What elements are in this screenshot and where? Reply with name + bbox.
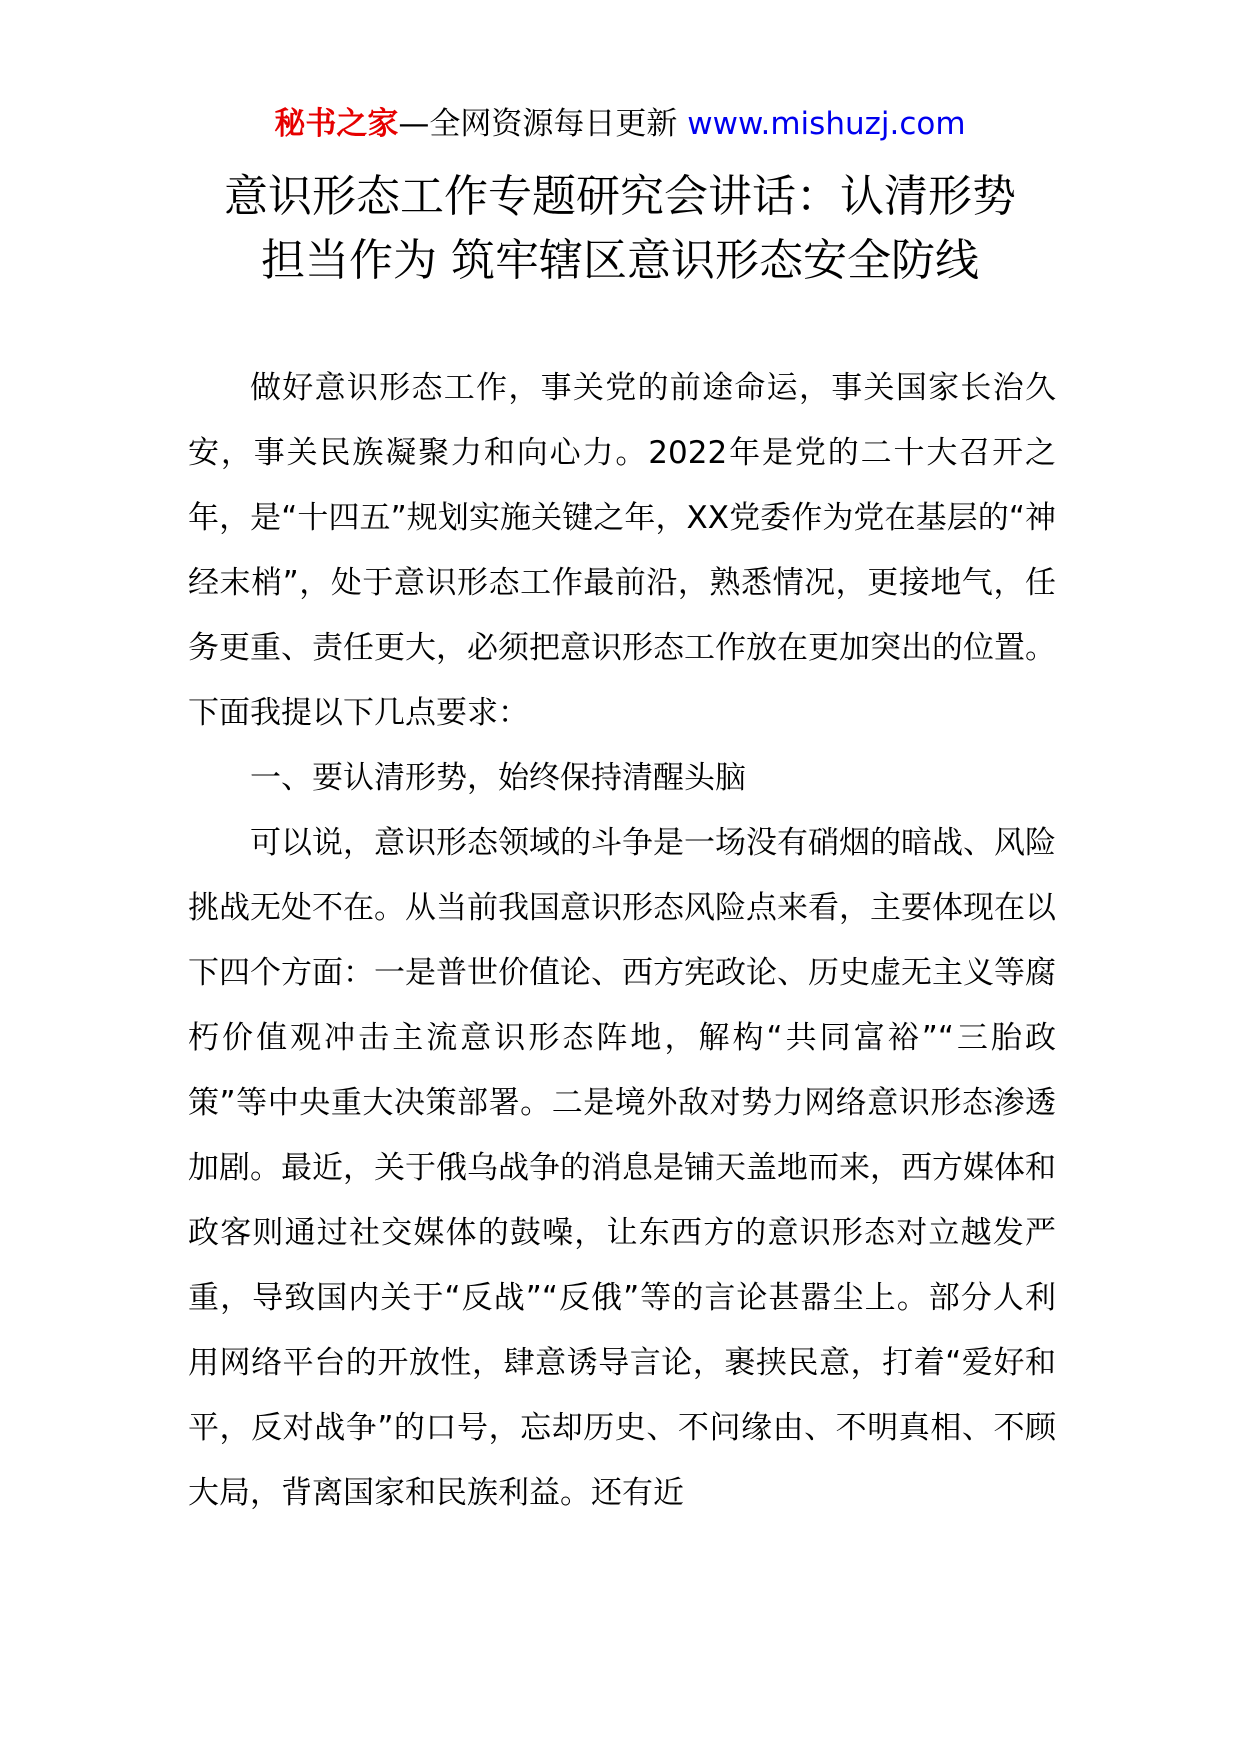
brand-name: 秘书之家 — [274, 106, 399, 142]
document-title-line-1: 意识形态工作专题研究会讲话：认清形势 — [224, 171, 1016, 222]
intro-paragraph: 做好意识形态工作，事关党的前途命运，事关国家长治久安，事关民族凝聚力和向心力。2022年是党的二十大召开之年，是“十四五”规划实施关键之年，XX党委作为党在基层的“神经末梢”，处于意识形态工作最前沿，熟悉情况，更接地气，任务更重、责任更大，必须把意识形态工作放在更加突出的位置。下面我提以下几点要求： — [188, 370, 1056, 731]
body-paragraph-2: 可以说，意识形态领域的斗争是一场没有硝烟的暗战、风险挑战无处不在。从当前我国意识形态风险点来看，主要体现在以下四个方面：一是普世价值论、西方宪政论、历史虚无主义等腐朽价值观冲击主流意识形态阵地，解构“共同富裕”“三胎政策”等中央重大决策部署。二是境外敌对势力网络意识形态渗透加剧。最近，关于俄乌战争的消息是铺天盖地而来，西方媒体和政客则通过社交媒体的鼓噪，让东西方的意识形态对立越发严重，导致国内关于“反战”“反俄”等的言论甚嚣尘上。部分人利用网络平台的开放性，肆意诱导言论，裹挟民意，打着“爱好和平，反对战争”的口号，忘却历史、不问缘由、不明真相、不顾大局，背离国家和民族利益。还有近 — [188, 825, 1056, 1511]
site-tagline: —全网资源每日更新 — [398, 106, 678, 142]
section-heading-1: 一、要认清形势，始终保持清醒头脑 — [250, 760, 746, 796]
document-title-line-2: 担当作为 筑牢辖区意识形态安全防线 — [261, 235, 979, 286]
document-title — [150, 165, 1090, 293]
site-url-link[interactable]: www.mishuzj.com — [687, 106, 966, 142]
document-body — [188, 356, 1056, 1526]
site-header — [0, 100, 1240, 148]
